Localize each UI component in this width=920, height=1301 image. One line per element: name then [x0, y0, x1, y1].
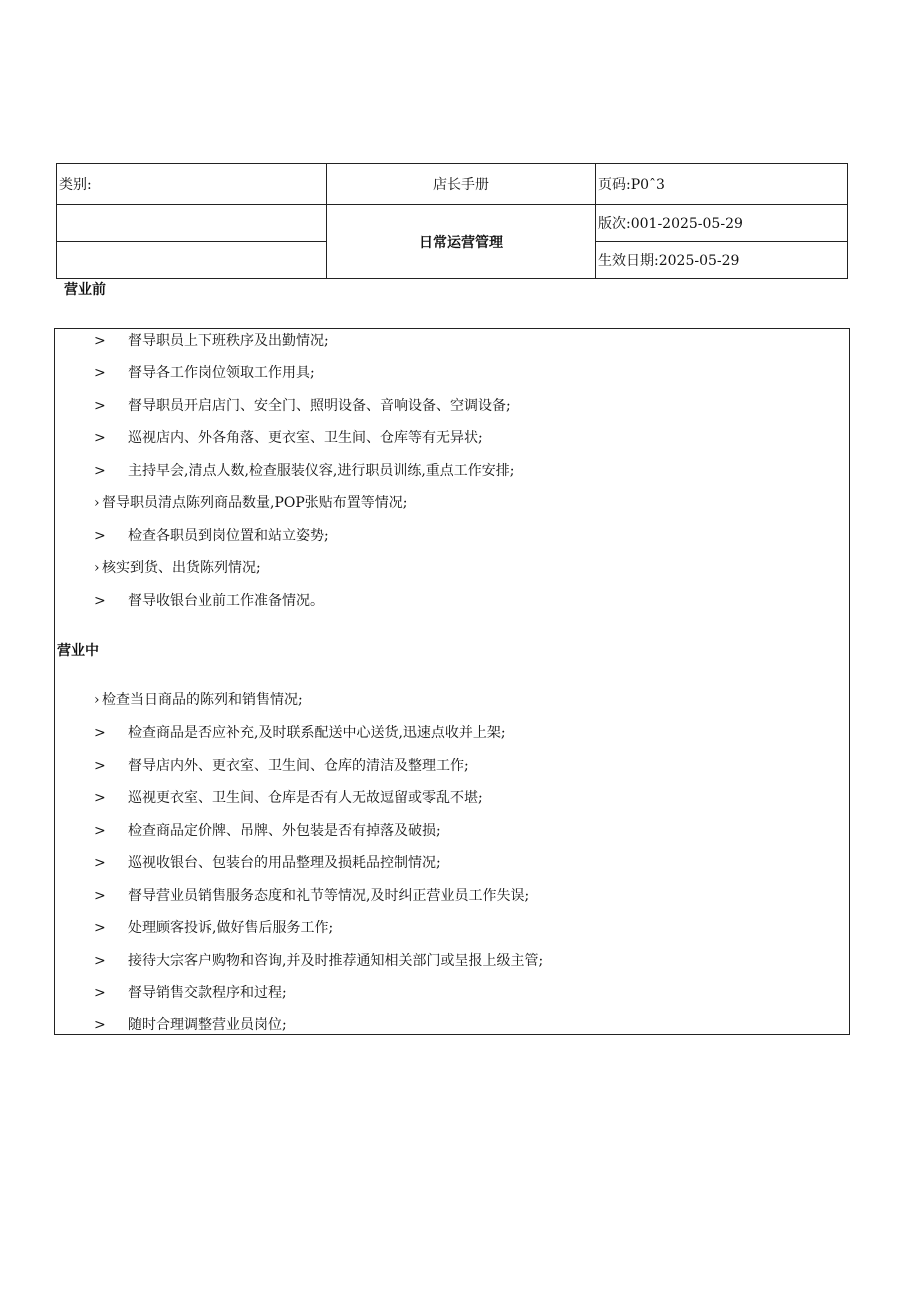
- list-item: > 检查商品定价牌、吊牌、外包装是否有掉落及破损;: [94, 823, 441, 839]
- chevron-right-icon: >: [94, 953, 106, 969]
- chevron-right-icon: >: [94, 920, 106, 936]
- chevron-right-icon: >: [94, 823, 106, 839]
- list-item: > 督导各工作岗位领取工作用具;: [94, 365, 315, 381]
- list-item: > 随时合理调整营业员岗位;: [94, 1017, 287, 1033]
- category-value-cell-2: [57, 242, 327, 279]
- list-item: > 督导销售交款程序和过程;: [94, 985, 287, 1001]
- list-item: › 检查当日商品的陈列和销售情况;: [94, 692, 303, 708]
- chevron-right-icon: >: [94, 528, 106, 544]
- chevron-right-icon: >: [94, 430, 106, 446]
- list-item: > 督导店内外、更衣室、卫生间、仓库的清洁及整理工作;: [94, 758, 469, 774]
- section-title: 日常运营管理: [327, 205, 596, 279]
- document-header-table: [56, 163, 848, 279]
- list-item: > 接待大宗客户购物和咨询,并及时推荐通知相关部门或呈报上级主管;: [94, 953, 544, 969]
- chevron-right-icon: >: [94, 593, 106, 609]
- list-item: > 巡视店内、外各角落、更衣室、卫生间、仓库等有无异状;: [94, 430, 483, 446]
- manual-title: 店长手册: [327, 164, 596, 205]
- list-item: > 处理顾客投诉,做好售后服务工作;: [94, 920, 334, 936]
- list-item: › 核实到货、出货陈列情况;: [94, 560, 261, 576]
- list-item: > 主持早会,清点人数,检查服装仪容,进行职员训练,重点工作安排;: [94, 463, 515, 479]
- chevron-right-icon: >: [94, 725, 106, 741]
- list-item: > 督导职员开启店门、安全门、照明设备、音响设备、空调设备;: [94, 398, 511, 414]
- list-item: > 巡视更衣室、卫生间、仓库是否有人无故逗留或零乱不堪;: [94, 790, 483, 806]
- list-item: > 督导职员上下班秩序及出勤情况;: [94, 333, 329, 349]
- chevron-right-icon: >: [94, 855, 106, 871]
- category-label: 类别:: [57, 164, 327, 205]
- category-value-cell-1: [57, 205, 327, 242]
- chevron-right-icon: >: [94, 1017, 106, 1033]
- chevron-right-icon: ›: [94, 692, 100, 708]
- chevron-right-icon: >: [94, 333, 106, 349]
- chevron-right-icon: >: [94, 888, 106, 904]
- section-heading-during-business: 营业中: [57, 643, 99, 659]
- list-item: > 督导营业员销售服务态度和礼节等情况,及时纠正营业员工作失误;: [94, 888, 530, 904]
- chevron-right-icon: >: [94, 365, 106, 381]
- chevron-right-icon: >: [94, 398, 106, 414]
- effective-date: 生效日期:2025-05-29: [596, 242, 848, 279]
- chevron-right-icon: >: [94, 463, 106, 479]
- list-item: > 巡视收银台、包装台的用品整理及损耗品控制情况;: [94, 855, 441, 871]
- list-item: › 督导职员清点陈列商品数量,POP张贴布置等情况;: [94, 495, 408, 511]
- version: 版次:001-2025-05-29: [596, 205, 848, 242]
- section-heading-before-open: 营业前: [64, 282, 106, 298]
- page-code: 页码:P0ˆ3: [596, 164, 848, 205]
- chevron-right-icon: ›: [94, 495, 100, 511]
- chevron-right-icon: >: [94, 758, 106, 774]
- list-item: > 督导收银台业前工作准备情况。: [94, 593, 324, 609]
- chevron-right-icon: >: [94, 790, 106, 806]
- list-item: > 检查商品是否应补充,及时联系配送中心送货,迅速点收并上架;: [94, 725, 506, 741]
- chevron-right-icon: >: [94, 985, 106, 1001]
- chevron-right-icon: ›: [94, 560, 100, 576]
- list-item: > 检查各职员到岗位置和站立姿势;: [94, 528, 329, 544]
